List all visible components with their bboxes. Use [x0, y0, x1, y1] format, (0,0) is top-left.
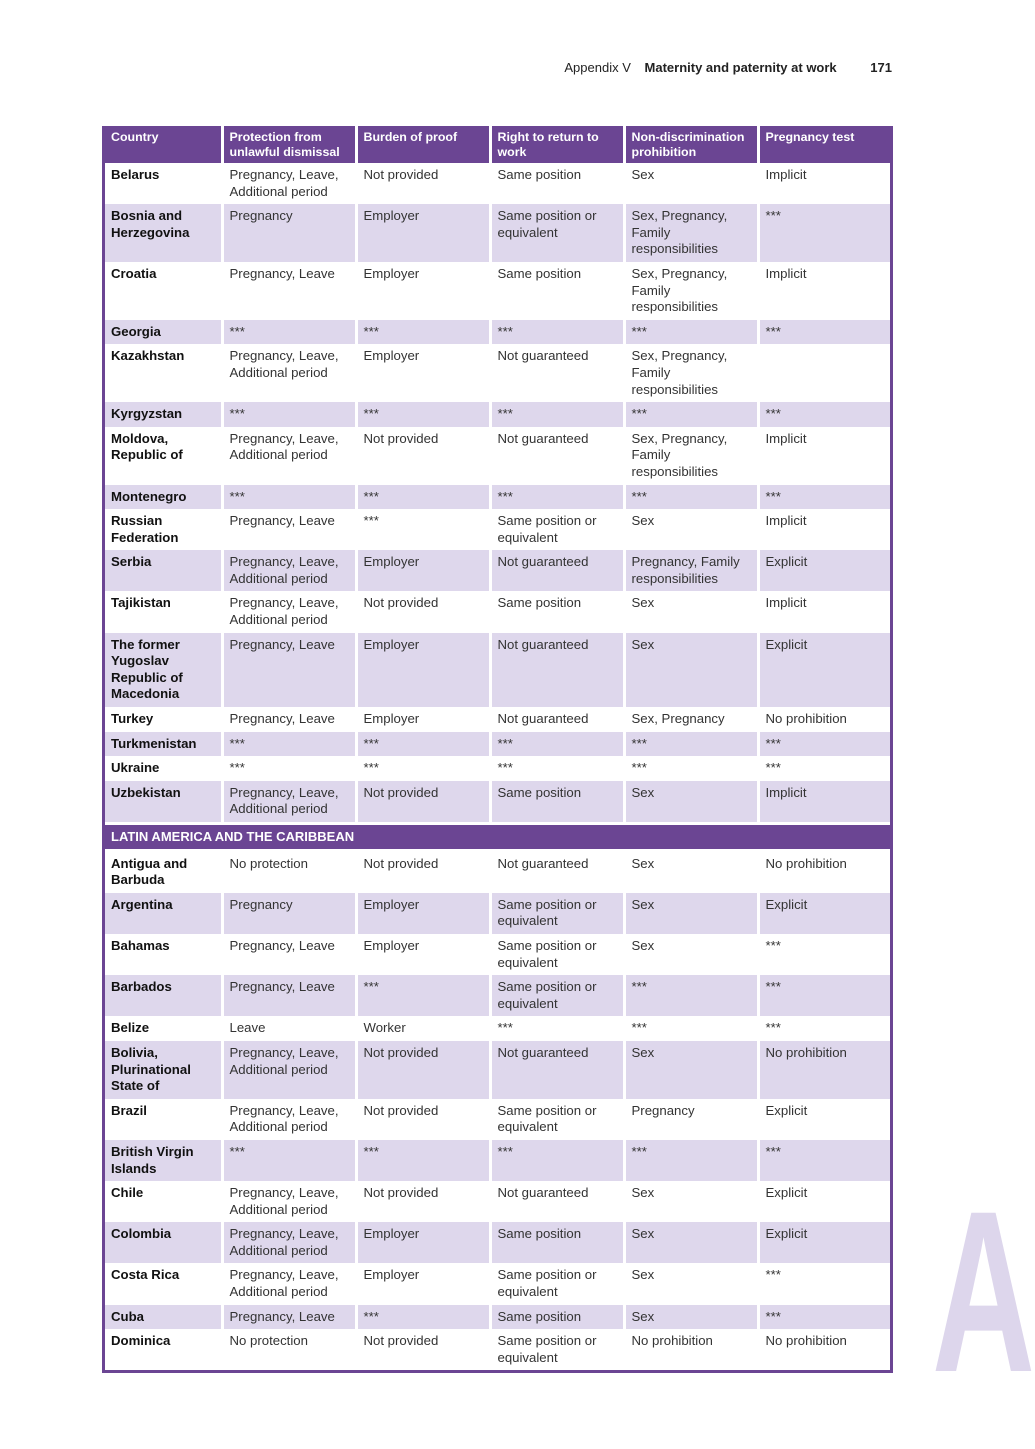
value-cell: Pregnancy, Leave, Additional period [222, 1222, 356, 1263]
table-row [105, 485, 890, 510]
table-row [105, 550, 890, 591]
value-cell: *** [222, 1140, 356, 1181]
page-number: 171 [870, 60, 892, 75]
country-cell: Brazil [105, 1099, 222, 1140]
value-cell: Same position [490, 781, 624, 824]
value-cell: Sex [624, 1305, 758, 1330]
value-cell: *** [758, 934, 890, 975]
table-row [105, 1099, 890, 1140]
country-cell: Chile [105, 1181, 222, 1222]
country-cell: Cuba [105, 1305, 222, 1330]
data-table [102, 126, 893, 1373]
value-cell: Sex [624, 633, 758, 707]
country-cell: Costa Rica [105, 1263, 222, 1304]
value-cell: *** [758, 204, 890, 262]
table-row [105, 893, 890, 934]
country-cell: Russian Federation [105, 509, 222, 550]
value-cell: *** [758, 975, 890, 1016]
value-cell: *** [490, 732, 624, 757]
value-cell: *** [356, 1305, 490, 1330]
value-cell: Explicit [758, 1099, 890, 1140]
value-cell: *** [356, 756, 490, 781]
value-cell: No prohibition [758, 850, 890, 893]
value-cell [758, 344, 890, 402]
value-cell: Same position [490, 262, 624, 320]
value-cell: Employer [356, 204, 490, 262]
country-cell: Antigua and Barbuda [105, 850, 222, 893]
table-row [105, 1263, 890, 1304]
country-cell: The former Yugoslav Republic of Macedonia [105, 633, 222, 707]
value-cell: *** [624, 732, 758, 757]
value-cell: Employer [356, 934, 490, 975]
value-cell: Not provided [356, 163, 490, 204]
value-cell: Pregnancy, Leave, Additional period [222, 427, 356, 485]
value-cell: Implicit [758, 163, 890, 204]
column-header: Right to return to work [490, 126, 624, 163]
value-cell: Not provided [356, 1181, 490, 1222]
value-cell: *** [356, 320, 490, 345]
value-cell: No prohibition [758, 707, 890, 732]
value-cell: *** [490, 320, 624, 345]
value-cell: No protection [222, 850, 356, 893]
value-cell: Sex [624, 893, 758, 934]
column-header: Country [105, 126, 222, 163]
value-cell: Explicit [758, 893, 890, 934]
table-body [105, 163, 890, 1370]
value-cell: Implicit [758, 591, 890, 632]
value-cell: No prohibition [758, 1329, 890, 1370]
value-cell: *** [758, 732, 890, 757]
value-cell: *** [222, 732, 356, 757]
value-cell: Pregnancy, Leave, Additional period [222, 163, 356, 204]
table-row [105, 633, 890, 707]
value-cell: Not guaranteed [490, 707, 624, 732]
country-cell: Bolivia, Plurinational State of [105, 1041, 222, 1099]
value-cell: Pregnancy, Leave, Additional period [222, 591, 356, 632]
column-header: Pregnancy test [758, 126, 890, 163]
value-cell: Pregnancy, Leave [222, 262, 356, 320]
value-cell: Same position or equivalent [490, 893, 624, 934]
value-cell: *** [222, 320, 356, 345]
value-cell: Same position [490, 591, 624, 632]
country-cell: Ukraine [105, 756, 222, 781]
value-cell: Explicit [758, 1181, 890, 1222]
value-cell: *** [758, 756, 890, 781]
country-cell: Kazakhstan [105, 344, 222, 402]
value-cell: *** [758, 1305, 890, 1330]
table-row [105, 850, 890, 893]
table-row [105, 1041, 890, 1099]
value-cell: Not provided [356, 850, 490, 893]
running-header [0, 60, 892, 75]
value-cell: *** [222, 402, 356, 427]
table-row [105, 204, 890, 262]
value-cell: *** [758, 1016, 890, 1041]
value-cell: Pregnancy, Leave, Additional period [222, 1181, 356, 1222]
column-header: Burden of proof [356, 126, 490, 163]
value-cell: Not provided [356, 781, 490, 824]
country-cell: Bosnia and Herzegovina [105, 204, 222, 262]
table-row [105, 934, 890, 975]
value-cell: Employer [356, 893, 490, 934]
value-cell: *** [356, 402, 490, 427]
value-cell: *** [356, 1140, 490, 1181]
table-row [105, 1181, 890, 1222]
value-cell: Not provided [356, 1099, 490, 1140]
table-row [105, 781, 890, 824]
value-cell: Pregnancy, Leave [222, 707, 356, 732]
value-cell: Employer [356, 550, 490, 591]
column-header: Protection from unlawful dismissal [222, 126, 356, 163]
value-cell: Pregnancy, Leave, Additional period [222, 1041, 356, 1099]
value-cell: *** [758, 485, 890, 510]
value-cell: Employer [356, 344, 490, 402]
value-cell: Same position or equivalent [490, 1099, 624, 1140]
value-cell: Same position or equivalent [490, 204, 624, 262]
table-row [105, 344, 890, 402]
country-cell: Barbados [105, 975, 222, 1016]
value-cell: Pregnancy, Leave [222, 509, 356, 550]
table-row [105, 163, 890, 204]
value-cell: Implicit [758, 262, 890, 320]
country-cell: Croatia [105, 262, 222, 320]
value-cell: Worker [356, 1016, 490, 1041]
country-cell: Dominica [105, 1329, 222, 1370]
table-row [105, 402, 890, 427]
appendix-label: Appendix V [564, 60, 631, 75]
section-title: LATIN AMERICA AND THE CARIBBEAN [105, 824, 890, 851]
table-row [105, 732, 890, 757]
value-cell: Sex, Pregnancy, Family responsibilities [624, 204, 758, 262]
value-cell: Not guaranteed [490, 344, 624, 402]
value-cell: *** [624, 402, 758, 427]
country-cell: Turkmenistan [105, 732, 222, 757]
value-cell: No protection [222, 1329, 356, 1370]
value-cell: Same position or equivalent [490, 934, 624, 975]
value-cell: Same position or equivalent [490, 975, 624, 1016]
value-cell: Pregnancy [624, 1099, 758, 1140]
value-cell: Sex [624, 509, 758, 550]
value-cell: Same position [490, 1222, 624, 1263]
value-cell: *** [758, 1140, 890, 1181]
section-header-row [105, 824, 890, 851]
value-cell: *** [758, 402, 890, 427]
value-cell: *** [624, 320, 758, 345]
value-cell: Pregnancy, Leave, Additional period [222, 781, 356, 824]
value-cell: Explicit [758, 550, 890, 591]
value-cell: Sex [624, 591, 758, 632]
country-cell: Serbia [105, 550, 222, 591]
value-cell: *** [490, 1140, 624, 1181]
value-cell: Pregnancy, Leave, Additional period [222, 1099, 356, 1140]
country-cell: Argentina [105, 893, 222, 934]
table-row [105, 707, 890, 732]
table-row [105, 1222, 890, 1263]
country-cell: Georgia [105, 320, 222, 345]
value-cell: *** [356, 975, 490, 1016]
value-cell: Pregnancy, Leave [222, 975, 356, 1016]
table-row [105, 975, 890, 1016]
value-cell: *** [758, 1263, 890, 1304]
value-cell: Sex, Pregnancy, Family responsibilities [624, 262, 758, 320]
table-row [105, 1016, 890, 1041]
country-cell: Belize [105, 1016, 222, 1041]
value-cell: *** [356, 509, 490, 550]
chapter-title: Maternity and paternity at work [644, 60, 837, 75]
value-cell: Not guaranteed [490, 633, 624, 707]
value-cell: Sex, Pregnancy, Family responsibilities [624, 427, 758, 485]
value-cell: Sex, Pregnancy, Family responsibilities [624, 344, 758, 402]
country-cell: Moldova, Republic of [105, 427, 222, 485]
table-row [105, 591, 890, 632]
value-cell: Explicit [758, 633, 890, 707]
value-cell: Not provided [356, 1041, 490, 1099]
value-cell: Sex [624, 163, 758, 204]
value-cell: *** [356, 485, 490, 510]
value-cell: Pregnancy, Leave, Additional period [222, 344, 356, 402]
country-cell: Uzbekistan [105, 781, 222, 824]
table-row [105, 262, 890, 320]
value-cell: Same position or equivalent [490, 1329, 624, 1370]
value-cell: Employer [356, 262, 490, 320]
section-letter-tab: A [932, 1163, 1035, 1420]
value-cell: Implicit [758, 427, 890, 485]
table-header-row [105, 126, 890, 163]
value-cell: Employer [356, 707, 490, 732]
value-cell: No prohibition [624, 1329, 758, 1370]
value-cell: No prohibition [758, 1041, 890, 1099]
value-cell: *** [624, 1016, 758, 1041]
value-cell: Pregnancy, Family responsibilities [624, 550, 758, 591]
column-header: Non-discrimination prohibition [624, 126, 758, 163]
table-row [105, 509, 890, 550]
value-cell: Not provided [356, 591, 490, 632]
value-cell: Same position or equivalent [490, 509, 624, 550]
value-cell: Pregnancy, Leave [222, 934, 356, 975]
table-row [105, 1329, 890, 1370]
value-cell: Not guaranteed [490, 427, 624, 485]
value-cell: Leave [222, 1016, 356, 1041]
value-cell: Implicit [758, 509, 890, 550]
value-cell: Sex [624, 1181, 758, 1222]
value-cell: *** [222, 485, 356, 510]
value-cell: Same position or equivalent [490, 1263, 624, 1304]
value-cell: Not guaranteed [490, 1041, 624, 1099]
value-cell: Not guaranteed [490, 1181, 624, 1222]
value-cell: Same position [490, 163, 624, 204]
country-cell: Tajikistan [105, 591, 222, 632]
value-cell: Sex [624, 1222, 758, 1263]
value-cell: Pregnancy, Leave, Additional period [222, 550, 356, 591]
value-cell: *** [758, 320, 890, 345]
value-cell: *** [490, 756, 624, 781]
value-cell: Sex [624, 850, 758, 893]
value-cell: Employer [356, 1222, 490, 1263]
value-cell: Implicit [758, 781, 890, 824]
table-row [105, 756, 890, 781]
country-cell: Colombia [105, 1222, 222, 1263]
value-cell: Pregnancy [222, 893, 356, 934]
table-row [105, 1140, 890, 1181]
table-row [105, 1305, 890, 1330]
value-cell: *** [624, 975, 758, 1016]
value-cell: Not guaranteed [490, 550, 624, 591]
value-cell: *** [624, 756, 758, 781]
value-cell: Employer [356, 1263, 490, 1304]
value-cell: Not guaranteed [490, 850, 624, 893]
country-cell: Belarus [105, 163, 222, 204]
country-cell: Montenegro [105, 485, 222, 510]
value-cell: Pregnancy, Leave [222, 633, 356, 707]
country-cell: Bahamas [105, 934, 222, 975]
value-cell: *** [356, 732, 490, 757]
value-cell: Sex, Pregnancy [624, 707, 758, 732]
value-cell: Not provided [356, 1329, 490, 1370]
table-row [105, 427, 890, 485]
country-cell: Turkey [105, 707, 222, 732]
value-cell: *** [624, 1140, 758, 1181]
value-cell: Employer [356, 633, 490, 707]
value-cell: *** [490, 402, 624, 427]
value-cell: *** [490, 485, 624, 510]
value-cell: Sex [624, 934, 758, 975]
country-cell: British Virgin Islands [105, 1140, 222, 1181]
value-cell: Same position [490, 1305, 624, 1330]
value-cell: Sex [624, 1041, 758, 1099]
value-cell: Pregnancy [222, 204, 356, 262]
value-cell: Pregnancy, Leave [222, 1305, 356, 1330]
value-cell: Pregnancy, Leave, Additional period [222, 1263, 356, 1304]
value-cell: *** [490, 1016, 624, 1041]
value-cell: Sex [624, 781, 758, 824]
value-cell: Explicit [758, 1222, 890, 1263]
value-cell: *** [624, 485, 758, 510]
value-cell: Sex [624, 1263, 758, 1304]
country-cell: Kyrgyzstan [105, 402, 222, 427]
value-cell: *** [222, 756, 356, 781]
table-row [105, 320, 890, 345]
value-cell: Not provided [356, 427, 490, 485]
